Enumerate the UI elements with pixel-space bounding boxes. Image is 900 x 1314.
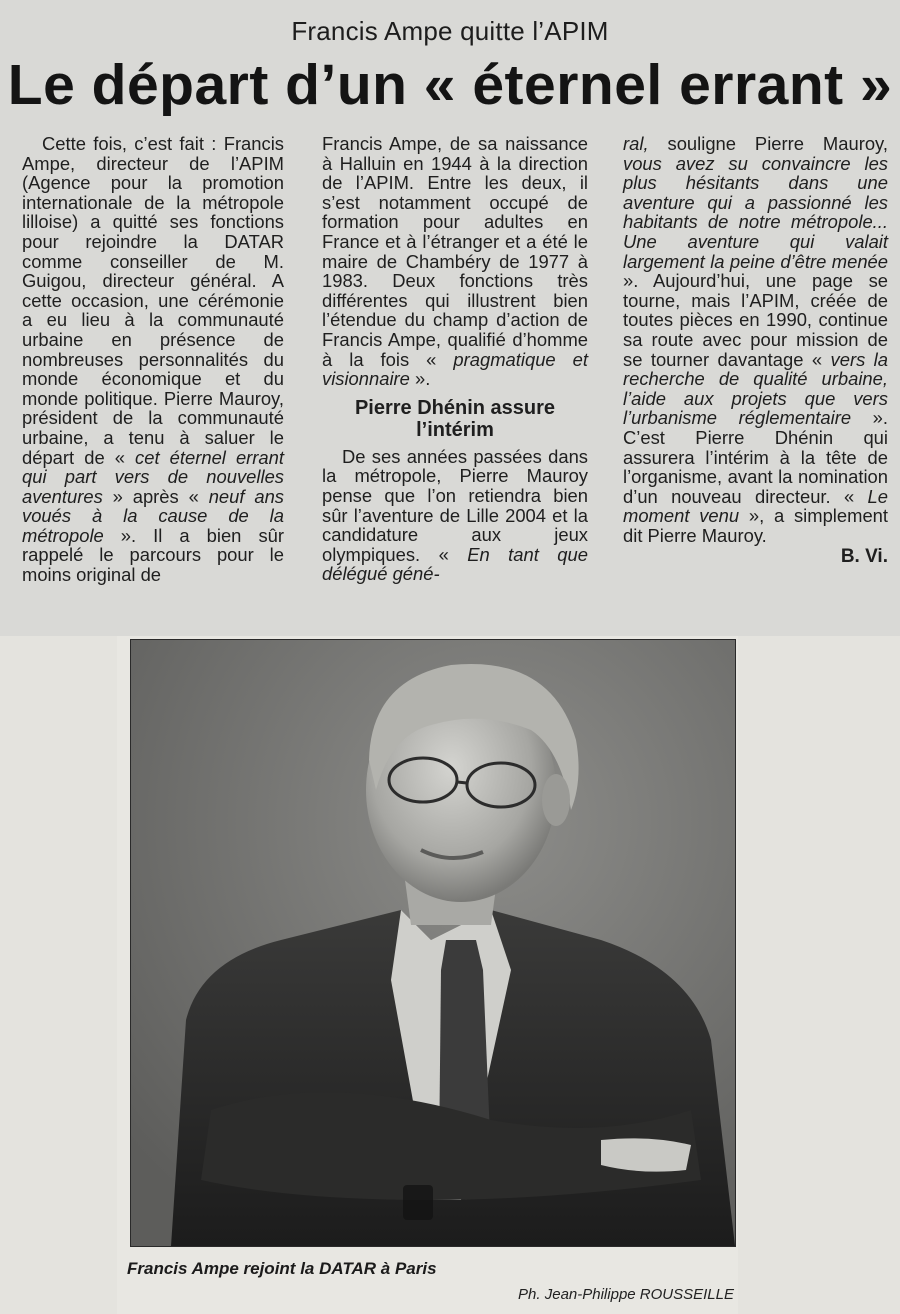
portrait-illustration (131, 640, 735, 1246)
text-span: Francis Ampe, de sa naissance à Halluin en 1944 à la direction de l’APIM. Entre les deux, il s’est notamment occupé de formation pour adultes en France et à l’étranger et a été le maire de Chambéry de 1977 à 1983. Deux fonctions très différentes qui illustrent bien l’étendue du champ d’action de Francis Ampe, qualifié d’homme à la fois « (322, 133, 588, 370)
col2-paragraph-1 (322, 134, 588, 389)
photo-credit: Ph. Jean-Philippe ROUSSEILLE (518, 1286, 734, 1303)
text-span: ». Aujourd’hui, une page se tourne, mais l’APIM, créée de toutes pièces en 1990, continue sa route avec pour mission de se tourner davantage « (623, 270, 888, 370)
portrait-photo (130, 639, 736, 1247)
headline: Le départ d’un « éternel errant » (7, 53, 893, 117)
photo-frame (117, 636, 738, 1314)
quote-span: pragmatique et visionnaire (322, 348, 589, 390)
kicker: Francis Ampe quitte l’APIM (291, 16, 609, 46)
text-span: », a simplement dit Pierre Mauroy. (623, 505, 889, 546)
text-span: ». Il a bien sûr rappelé le parcours pour le moins original de (22, 524, 284, 586)
text-span: Cette fois, c’est fait : Francis Ampe, directeur de l’APIM (Agence pour la promotion internationale de la métropole lilloise) a quitté ses fonctions pour rejoindre la DATAR comme conseiller de M. Guigou, directeur général. A cette occasion, une cérémonie a eu lieu à la communauté urbaine en présence de nombreuses personnalités du monde économique et du monde politique. Pierre Mauroy, président de la communauté urbaine, a tenu à saluer le départ de « (22, 133, 284, 468)
article-clipping (0, 0, 900, 636)
quote-span: vers la recherche de qualité urbaine, l’aide aux projets que vers l’urbanisme réglementaire (623, 348, 888, 429)
quote-span: vous avez su convaincre les plus hésitants dans une aventure qui a passionné les habitants de notre métropole... Une aventure qui valait largement la peine d’être menée (623, 152, 888, 272)
photo-caption: Francis Ampe rejoint la DATAR à Paris (127, 1259, 437, 1278)
text-span: ». (409, 368, 431, 390)
column-3 (623, 134, 888, 567)
quote-span: En tant que délégué géné- (322, 543, 588, 585)
author-signature: B. Vi. (840, 546, 888, 568)
quote-span: Le moment venu (623, 485, 888, 527)
quote-span: neuf ans voués à la cause de la métropole (22, 485, 284, 546)
col3-paragraph (623, 134, 888, 545)
col1-paragraph (22, 134, 284, 585)
text-span: » après « (102, 485, 209, 507)
text-span: ». C’est Pierre Dhénin qui assurera l’intérim à la tête de l’organisme, avant la nomination d’un nouveau directeur. « (623, 407, 889, 507)
subheading: Pierre Dhénin assure l’intérim (354, 396, 556, 441)
quote-span: ral, (623, 133, 649, 154)
text-span: De ses années passées dans la métropole, Pierre Mauroy pense que l’on retiendra bien sûr l’aventure de Lille 2004 et la candidature aux jeux olympiques. « (322, 445, 588, 565)
text-span: souligne Pierre Mauroy, (648, 133, 888, 154)
col2-paragraph-2 (322, 447, 588, 584)
quote-span: cet éternel errant qui part vers de nouvelles aventures (22, 446, 284, 507)
column-2 (322, 134, 588, 584)
column-1 (22, 134, 284, 585)
